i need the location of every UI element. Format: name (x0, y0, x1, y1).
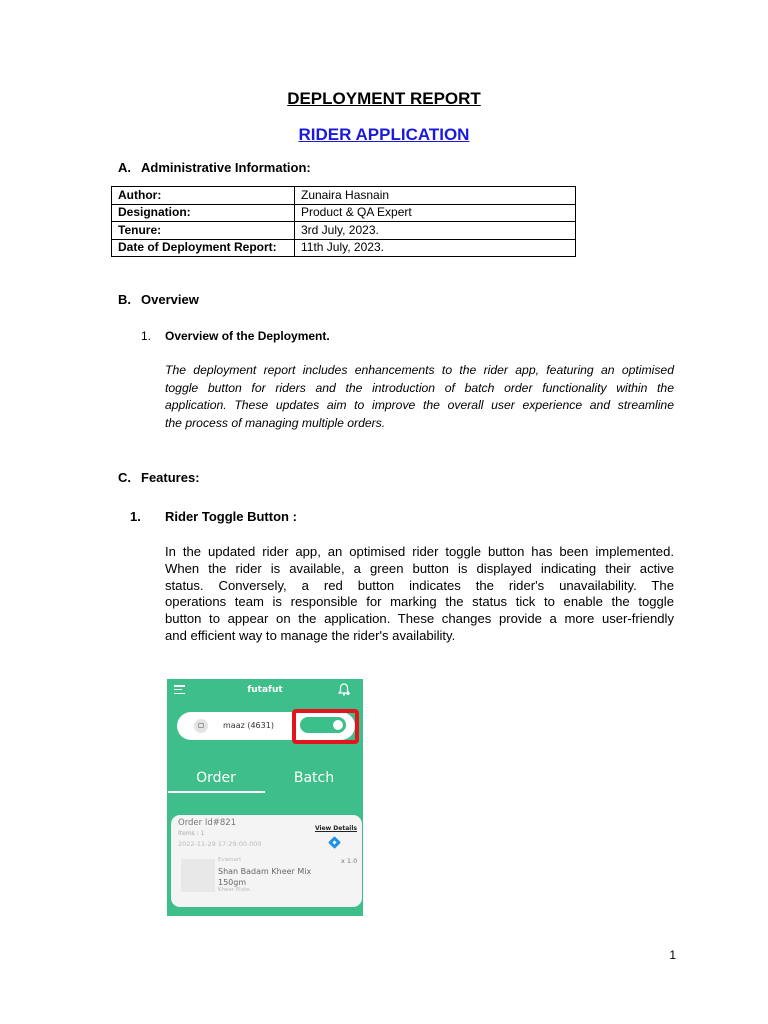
overview-item-title: Overview of the Deployment. (165, 329, 330, 343)
paragraph-line: the process of managing multiple orders. (165, 416, 386, 431)
table-row (112, 222, 576, 240)
section-a-label: A. (118, 160, 131, 175)
feature-item-title: Rider Toggle Button : (165, 509, 297, 524)
table-key: Date of Deployment Report: (112, 239, 295, 257)
table-value: 11th July, 2023. (295, 239, 576, 257)
paragraph-line: toggle button for riders and the introduction of batch order functionality within the (165, 380, 674, 395)
rider-name: maaz (4631) (223, 721, 274, 730)
product-quantity: x 1.0 (341, 857, 358, 865)
paragraph-line: When the rider is available, a green button is displayed indicating their active (165, 560, 674, 576)
overview-item-number: 1. (141, 329, 152, 343)
order-date: 2022-11-29 17:29:00.000 (178, 840, 262, 848)
product-thumbnail (181, 859, 215, 892)
section-a-title: Administrative Information: (141, 160, 311, 175)
section-c-label: C. (118, 470, 131, 485)
app-screenshot (167, 679, 363, 916)
view-details-link: View Details (315, 825, 357, 832)
table-value: 3rd July, 2023. (295, 222, 576, 240)
product-name: Shan Badam Kheer Mix 150gm (218, 867, 312, 887)
table-value: Zunaira Hasnain (295, 187, 576, 205)
order-card (171, 815, 362, 907)
table-key: Designation: (112, 204, 295, 222)
page-number: 1 (669, 948, 676, 962)
section-b-label: B. (118, 292, 131, 307)
admin-info-table (111, 186, 576, 257)
overview-subheading (141, 329, 330, 343)
order-items: Items : 1 (178, 830, 205, 837)
paragraph-line: status. Conversely, a red button indicates the rider's unavailability. The (165, 577, 674, 593)
table-key: Author: (112, 187, 295, 205)
table-row (112, 204, 576, 222)
overview-paragraph (165, 362, 674, 433)
table-row (112, 239, 576, 257)
feature-item-number: 1. (130, 509, 141, 524)
paragraph-line: and efficient way to manage the rider's availability. (165, 627, 456, 643)
report-title: DEPLOYMENT REPORT (287, 89, 481, 108)
paragraph-line: In the updated rider app, an optimised rider toggle button has been implemented. (165, 544, 674, 559)
table-key: Tenure: (112, 222, 295, 240)
section-c-heading (118, 470, 200, 485)
paragraph-line: The deployment report includes enhancements to the rider app, featuring an optimised (165, 363, 674, 377)
section-b-heading (118, 292, 199, 307)
features-subheading (130, 509, 297, 524)
paragraph-line: application. These updates aim to improve the overall user experience and streamline (165, 398, 674, 413)
section-b-title: Overview (141, 292, 199, 307)
rider-status-card (177, 712, 355, 740)
section-a-heading (118, 160, 311, 175)
directions-icon (328, 836, 341, 849)
section-c-title: Features: (141, 470, 200, 485)
rider-toggle (300, 717, 346, 733)
table-value: Product & QA Expert (295, 204, 576, 222)
product-category: Kheer Plate. (218, 887, 252, 893)
bell-icon (338, 683, 350, 696)
store-name: Evamart (218, 857, 242, 863)
app-brand: futafut (247, 685, 283, 695)
tab-underline (168, 791, 265, 793)
tab-batch: Batch (293, 770, 335, 786)
order-id: Order Id#821 (178, 818, 237, 828)
report-subtitle[interactable]: RIDER APPLICATION (298, 125, 470, 144)
table-row (112, 187, 576, 205)
paragraph-line: operations team is responsible for marking the status tick to enable the toggle (165, 594, 674, 610)
avatar (194, 719, 208, 733)
tab-order: Order (196, 770, 236, 786)
feature-paragraph (165, 544, 674, 645)
paragraph-line: button to appear on the application. These changes provide a more user-friendly (165, 611, 674, 627)
